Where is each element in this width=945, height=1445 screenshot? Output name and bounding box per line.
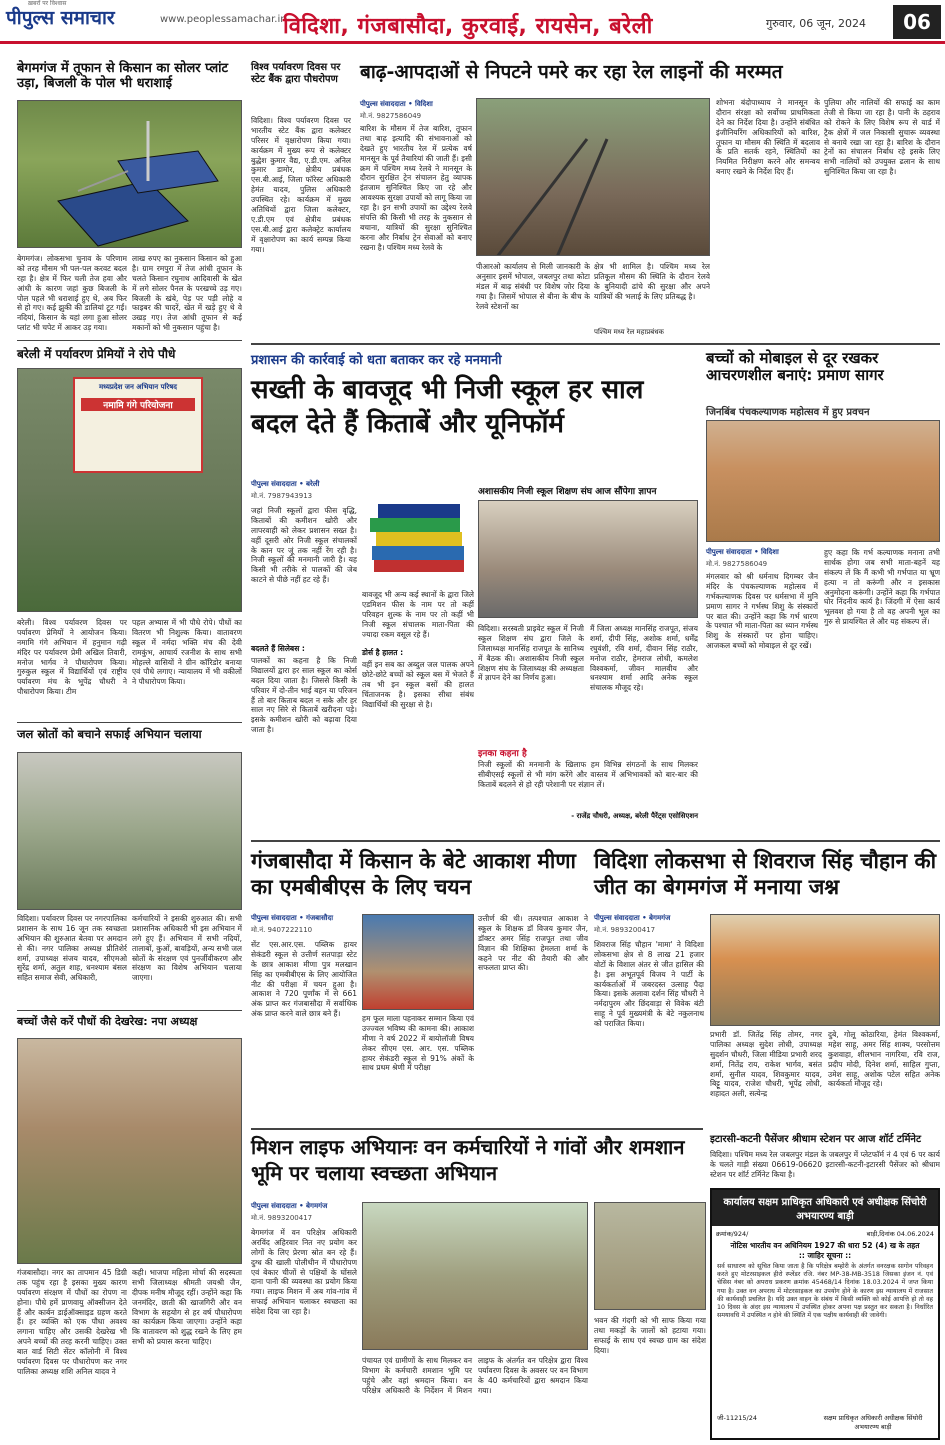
quote-attribution: - राजेंद्र चौधरी, अध्यक्ष, बरेली पैरेंट्स एसोसिएशन [571, 812, 698, 820]
school-right-head: अशासकीय निजी स्कूल शिक्षण संघ आज सौंपेगा ज्ञापन [478, 487, 657, 497]
notice-title: कार्यालय सक्षम प्राधिकृत अधिकारी एवं अधीक्षक सिंचोरी अभयारण्य बाड़ी [712, 1190, 938, 1226]
jalsrot-body-2: कर्मचारियों ने इसकी शुरुआत की। सभी प्रशासनिक अधिकारी भी इस अभियान में लगे हुए हैं। अभियान में सभी नदियों, तालाबों, कुओं, बावड़ियों, अन्य सभी जल स्रोतों के संरक्षण एवं पुनर्जीवीकरण और संरक्षण का विशेष अभियान चलाया जाएगा। [132, 914, 242, 983]
rail-mobile: मो.नं. 9827586049 [360, 112, 422, 120]
aakash-body-3: उत्तीर्ण की थी। तत्पश्चात आकाश ने स्कूल के शिक्षक डॉ विजय कुमार जैन, डॉक्टर अमर सिंह राजपूत तथा जीव विज्ञान की शिक्षिका हेमलता शर्मा के कहने पर नीट की तैयारी की और सफलता प्राप्त की। [478, 914, 588, 973]
banner-subtitle: नमामि गंगे परियोजना [81, 398, 195, 411]
school-byline: पीपुल्स संवाददाता • बरेली [251, 480, 320, 488]
trees-body: गंजबासौदा। नगर का तापमान 45 डिग्री तक पहुंच रहा है इसका मुख्य कारण पर्यावरण संरक्षण में पौधों का रोपण ना होना। पौधे हमें प्राणवायु ऑक्सीजन देते हैं और कार्बन डाईऑक्साइड ग्रहण करते हैं। हर व्यक्ति को एक पौधा अवश्य लगाना चाहिए और उसकी देखरेख भी अपने बच्चों की तरह करनी चाहिए। उक्त बात वार्ड सिटी सेंटर कॉलोनी में विश्व पर्यावरण दिवस पर पौधारोपण कर नगर पालिका अध्यक्ष शशि अनिल यादव ने [17, 1268, 127, 1376]
website-url[interactable]: www.peoplessamachar.in [160, 14, 287, 25]
rail-body-3: क्षेत्र भी शामिल है। पश्चिम मध्य रेल प्रतिकूल मौसम की स्थिति के दौरान रेलवे के बुनियादी ढांचे की सुरक्षा और अपने यात्रियों की भलाई के लिए प्रतिबद्ध है। [594, 262, 710, 301]
mobile-kids-byline: पीपुल्स संवाददाता • विदिशा [706, 548, 779, 556]
school-body: जहां निजी स्कूलों द्वारा फीस वृद्धि, किताबों की कमीशन खोरी और लापरवाही को लेकर प्रशासन सख्त है। वहीं दूसरी ओर निजी स्कूल संचालकों के कान पर जूं तक नहीं रेंग रही है। निजी स्कूलों की मनमानी जारी है। यह किसी भी तरीके से पालकों की जेब काटने से पीछे नहीं हट रहे हैं। [251, 506, 357, 585]
rail-body: बारिश के मौसम में तेज बारिश, तूफान तथा बाढ़ इत्यादि की संभावनाओं को देखते हुए भारतीय रेल में प्रत्येक वर्ष मानसून के पूर्व तैयारियां की जाती हैं। इसी क्रम में पश्चिम मध्य रेलवे ने मानसून के दौरान सुरक्षित ट्रेन संचालन हेतु व्यापक इंतजाम सुनिश्चित किए जा रहे और आवश्यक सुरक्षा उपायों को लागू किया जा रहा है। इन सभी उपायों का उद्देश्य रेलवे संपत्ति की किसी भी तरह के नुकसान से बचाना, यात्रियों की सुरक्षा सुनिश्चित करना और निर्बाध ट्रेन सेवाओं को बनाए रखना है। पश्चिम मध्य रेलवे के [360, 124, 472, 252]
aakash-headline: गंजबासौदा में किसान के बेटे आकाश मीणा का एमबीबीएस के लिए चयन [251, 849, 576, 900]
legal-notice [710, 1188, 940, 1440]
notice-signatory: सक्षम प्राधिकृत अधिकारी अधीक्षक सिंघोरी अभयारण्य बाड़ी [823, 1414, 923, 1431]
notice-ro: जी-11215/24 [717, 1414, 757, 1422]
mission-headline: मिशन लाइफ अभियानः वन कर्मचारियों ने गांवों और शमशान भूमि पर चलाया स्वच्छता अभियान [251, 1135, 685, 1185]
aakash-mobile: मो.नं. 9407222110 [251, 926, 313, 934]
sbi-body: विदिशा। विश्व पर्यावरण दिवस पर भारतीय स्टेट बैंक द्वारा कलेक्टर परिसर में वृक्षारोपण किया गया। कार्यक्रम में मुख्य रूप से कलेक्टर बुद्धेश कुमार वैद्य, ए.डी.एम. अनिल कुमार डामोर, क्षेत्रीय प्रबंधक एस.बी.आई, जिला फॉरेस्ट अधिकारी हेमंत यादव, पुलिस अधिकारी उपस्थित रहे। कार्यक्रम में मुख्य अतिथियों द्वारा जिला कलेक्टर, ए.डी.एम एवं क्षेत्रीय प्रबंधक एस.बी.आई द्वारा कलेक्ट्रेट कार्यालय में वृक्षारोपण का कार्य सम्पन्न किया गया। [251, 116, 351, 254]
divider [251, 1128, 703, 1130]
bareli-body-2: पहल अभ्यास में भी पौधे रोपे। पौधों का वितरण भी निशुल्क किया। वातावरण स्कूल में नर्मदा भक्ति मंच की देवी रामकुंभ, आचार्य रजनीश के साथ सभी मोहल्ले वासियों ने ग्रीन कॉरिडोर बनाया एवं पौधे लगाए। न्यायालय में भी वकीलों ने पौधारोपण किया। [132, 618, 242, 687]
page-number: 06 [893, 5, 941, 39]
shivraj-body-3: दुबे, गोलू कोठारिया, हेमंत विश्वकर्मा, महेश साहू, अमर सिंह शाक्य, परसोत्तम कुशवाहा, शीलभान नागरिया, रवि राज, प्रदीप मोदी, दिनेश शर्मा, साहिल गुप्ता, उमेश साहू, अशोक पटेल सहित अनेक कार्यकर्ता मौजूद रहे। [828, 1030, 940, 1089]
jalsrot-body: विदिशा। पर्यावरण दिवस पर नगरपालिका प्रशासन के साथ 16 जून तक स्वच्छता अभियान की शुरुआत बेतवा पर अमदान से की। नगर पालिका अध्यक्ष प्रीतिशेर्र शर्मा, उपाध्यक्ष संजय यादव, सीएमओ सुरेंद्र शर्मा, अतुल शाह, धनश्याम बंसल सहित समाज सेवी, अधिकारी, [17, 914, 127, 983]
aakash-body: सेंट एस.आर.एस. पब्लिक हायर सेकंडरी स्कूल से उत्तीर्ण सतपाड़ा स्टेट के छात्र आकाश मीणा पुत्र मलखान सिंह का एमबीबीएस के लिए आयोजित नीट की परीक्षा में चयन हुआ है। आकाश ने 720 पूर्णांक में से 661 अंक प्राप्त कर गंजबासौदा में सर्वाधिक अंक प्राप्त करने वाले छात्र बने हैं। [251, 940, 357, 1019]
aakash-byline: पीपुल्स संवाददाता • गंजबासौदा [251, 914, 334, 922]
school-body-6: मैं जिला अध्यक्ष मानसिंह राजपूत, संजय शर्मा, दीपी सिंह, अशोक शर्मा, धर्मेंद्र रघुवंशी, रवि शर्मा, दीवान सिंह राठौर, मनोज राठौर, हेमराज लोधी, कमलेश विश्वकर्मा, जीवन मालवीय और धनश्याम शर्मा आदि अनेक स्कूल संचालक मौजूद रहे। [590, 624, 698, 693]
divider [251, 343, 940, 345]
notice-body: सर्व साधारण को सूचित किया जाता है कि परिक्षेत्र बम्होरी के अंतर्गत वनरक्षक सागोन परिवहन करते हुए मोटरसाइकल हीरो स्प्लेंडर रजि. नंबर MP-38-MB-3518 जिसका इंजन नं. एवं चेसिस नंबर को अपराध प्रकरण क्रमांक 45468/14 दिनांक 18.03.2024 में जप्त किया गया है। उक्त वन अपराध में मोटरसाइकल का उपयोग होने के कारण इस न्यायालय में राजसात की कार्यवाही प्रचलित है। यदि उक्त वाहन के संबंध में किसी व्यक्ति को कोई आपत्ति हो तो वह 10 दिवस के अंदर इस न्यायालय में उपस्थित होकर अपना पक्ष प्रस्तुत कर सकता है। निर्धारित समयावधि में उपस्थित न होने की स्थिति में एक पक्षीय कार्यवाही की जावेगी। [717, 1263, 933, 1320]
mission-photo-2 [594, 1202, 706, 1310]
bareli-headline: बरेली में पर्यावरण प्रेमियों ने रोपे पौधे [17, 347, 176, 361]
divider [251, 840, 940, 842]
mission-mobile: मो.नं. 9893200417 [251, 1214, 313, 1222]
rail-headline: बाढ़-आपदाओं से निपटने पमरे कर रहा रेल लाइनों की मरम्मत [360, 61, 783, 83]
rail-photo [476, 98, 710, 256]
rail-byline: पीपुल्स संवाददाता • विदिशा [360, 100, 433, 108]
school-subhead-2: डोर्स है हालत : [362, 648, 404, 657]
mobile-kids-photo [706, 420, 940, 542]
train-body: विदिशा। पश्चिम मध्य रेल जबलपुर मंडल के जबलपुर में प्लेटफॉर्म नं 4 एवं 6 पर कार्य के चलते गाड़ी संख्या 06619-06620 इटारसी-कटनी-इटारसी पैसेंजर को श्रीधाम स्टेशन पर शॉर्ट टर्मिनेट किया है। [710, 1150, 940, 1179]
bareli-body: बरेली। विश्व पर्यावरण दिवस पर पर्यावरण प्रेमियों ने आयोजन किया। नमामि गंगे अभियान में हनुमान गढ़ी मंदिर पर पर्यावरण प्रेमी अखिल तिवारी, मनोज भार्गव ने पौधारोपण किया। गुरुकुल स्कूल में विद्यार्थियों एवं राष्ट्रीय पर्यावरण मंच के भूपेंद्र चौधरी ने पौधारोपण किया। टीम [17, 618, 127, 697]
notice-sub: :: जाहिर सूचना :: [798, 1251, 852, 1260]
solar-body: बेगमगंज। लोकसभा चुनाव के परिणाम को तरह मौसम भी पल-पल करवट बदल रहा है। क्षेत्र में फिर चली तेज हवा और आंधी के कारण जहां कुछ बिजली के पोल पहले भी धराशाई हुए थे, अब फिर से हो गए। कई झुकी की डालियां टूट गईं। नदियां, किसान के यहां लगा हुआ सोलर प्लांट भी चपेट में आकर उड़ गया। [17, 254, 127, 333]
school-body-5: विदिशा। सरस्वती प्राइवेट स्कूल में निजी स्कूल शिक्षण संघ द्वारा जिले के जिलाध्यक्ष मानसिंह राजपूत के सानिध्य में बैठक की। अशासकीय निजी स्कूल शिक्षण संघ के जिलाध्यक्ष की अध्यक्षता में ज्ञापन देने का निर्णय हुआ। [478, 624, 584, 683]
divider [17, 722, 242, 723]
jalsrot-photo [17, 752, 242, 910]
trees-body-2: कही। भाजपा महिला मोर्चा की सदस्यता सभी जिलाध्यक्ष श्रीमती जयश्री जैन, दीपक मनीष मौजूद रहीं। उन्होंने कहा कि जनमंदिर, छाती की खाजगिरी और वन विभाग के सहयोग से हर वर्ष पौधारोपण का कार्यक्रम किया जाएगा। उन्होंने कहा कि वातावरण को शुद्ध रखने के लिए हम सभी को प्रयास करना चाहिए। [132, 1268, 242, 1347]
shivraj-mobile: मो.नं. 9893200417 [594, 926, 656, 934]
mobile-kids-body-2: हुए कहा कि गर्भ कल्याणक मनाना तभी सार्थक होगा जब सभी माता-बहनें यह संकल्प लें कि मैं कभी भी गर्भपात या भ्रूण हत्या न तो करूंगी और न इसकास अनुमोदना करूंगी। उन्होंने कहा कि गर्भपात घोर निंदनीय कार्य है। जिंदगी में ऐसा कार्य भूलवश हो गया है तो वह अपनी भूल का गुरु से प्रायश्चित ले और यह संकल्प लें। [824, 548, 940, 627]
rail-body-4: शोभना बंदोपाध्याय ने मानसून के दौरान संरक्षा को सर्वोच्च प्राथमिकता देने का निर्देश दिया है। उन्होंने संबंधित इंजीनियरिंग अधिकारियों को बारिश, तूफान या मौसम की स्थिति में बदलाव के प्रति सतर्क रहने, स्थितियों का नियमित निरीक्षण करने और समन्वय बनाए रखने के निर्देश दिए हैं। [716, 98, 820, 177]
mobile-kids-mobile: मो.नं. 9827586049 [706, 560, 768, 568]
bareli-photo [17, 368, 242, 612]
aakash-photo [362, 914, 474, 1010]
notice-date: बाड़ी,दिनांक 04.06.2024 [866, 1230, 934, 1238]
shivraj-body: शिवराज सिंह चौहान 'मामा' ने विदिशा लोकसभा क्षेत्र से 8 लाख 21 हजार वोटों के विशाल अंतर से जीत हासिल की है। इस अभूतपूर्व विजय ने पार्टी के कार्यकर्ताओं में जबरदस्त उत्साह पैदा किया। इसके अलावा दर्शन सिंह चौधरी ने नर्मदापुरम और छिंदवाड़ा से विवेक बंटी साहू ने पूर्व मुख्यमंत्री के बेटे नकुलनाथ को पराजित किया। [594, 940, 704, 1029]
mission-byline: पीपुल्स संवाददाता • बेगमगंज [251, 1202, 328, 1210]
logo-tagline: ख़बरों पर विश्वास [28, 0, 67, 7]
mission-body-3: भवन की गंदगी को भी साफ किया गया तथा मकड़ों के जालों को हटाया गया। सफाई के साथ एवं स्वच्छ ग्राम का संदेश दिया। [594, 1316, 706, 1355]
notice-ref: क्रमांक/924/ [716, 1230, 749, 1238]
school-mobile: मो.नं. 7987943913 [251, 492, 313, 500]
mobile-kids-headline: बच्चों को मोबाइल से दूर रखकर आचरणशील बनाएं: प्रमाण सागर [706, 349, 884, 385]
solar-headline: बेगमगंज में तूफान से किसान का सोलर प्लांट उड़ा, बिजली के पोल भी धराशाई [17, 61, 229, 91]
train-headline: इटारसी-कटनी पैसेंजर श्रीधाम स्टेशन पर आज शॉर्ट टर्मिनेट [710, 1134, 922, 1145]
divider [17, 1010, 242, 1011]
newspaper-logo[interactable]: पीपुल्स समाचार [6, 7, 115, 29]
sbi-headline: विश्व पर्यावरण दिवस पर स्टेट बैंक द्वारा पौधरोपण [251, 62, 341, 85]
mission-photo-1 [362, 1202, 588, 1350]
mission-body-2: पंचायत एवं ग्रामीणों के साथ मिलकर वन विभाग के कर्मचारी शमशान भूमि पर पहुंचे और वहां श्रमदान किया। वन परिक्षेत्र अधिकारी के निर्देशन में मिशन लाइफ के अंतर्गत वन परिक्षेत्र द्वारा विश्व पर्यावरण दिवस के अवसर पर वन विभाग के 40 कर्मचारियों द्वारा श्रमदान किया गया। [362, 1356, 588, 1395]
shivraj-headline: विदिशा लोकसभा से शिवराज सिंह चौहान की जीत का बेगमगंज में मनाया जश्न [594, 849, 937, 900]
aakash-body-2: हम फूल माला पहनाकर सम्मान किया एवं उज्ज्वल भविष्य की कामना की। आकाश मीणा ने वर्ष 2022 में बायोलॉजी विषय लेकर सीएम एस. आर. एस. पब्लिक हायर सेकंडरी स्कूल से 91% अंकों के साथ प्रथम श्रेणी में परीक्षा [362, 1014, 474, 1073]
issue-date: गुरुवार, 06 जून, 2024 [766, 17, 866, 30]
trees-photo [17, 1038, 242, 1264]
school-body-4: वहीं इन सब का अब्दुल जल पालक अपने छोटे-छोटे बच्चों को स्कूल बस में भेजते हैं तब भी इन स्कूल बसों की हालत चिंताजनक है। इसका सीधा संबंध विद्यार्थियों की सुरक्षा से है। [362, 660, 474, 709]
school-kicker: प्रशासन की कार्रवाई को धता बताकर कर रहे मनमानी [251, 353, 502, 368]
railway-track-illustration [477, 99, 710, 256]
solar-body-2: लाख रुपए का नुकसान किसान को हुआ है। ग्राम रमपुरा में तेज आंधी तूफान के चलते किसान रघुनाथ आदिवासी के खेत में लगे सोलर पैनल के परखच्चे उड़ गए। बिजली के खंबे, पेड़ पर पड़ी लोहे व फाइबर की चादरें, खेत में खड़े हुए थे वे उखड़ गए। तेज आंधी तूफान से कई मकानों को भी नुकसान पहुंचा है। [132, 254, 242, 333]
rail-body-5: पुलिया और नालियों की सफाई का काम तेजी से किया जा रहा है। पानी के ठहराव को रोकने के लिए विशेष रूप से यार्ड में ट्रैक क्षेत्रों में जल निकासी सुचारू व्यवस्था से बनाये रखा जा रहा है। बारिश के दौरान ट्रेनों का संचालन निर्बाध रहे इसके लिए सभी नालियों को उपयुक्त ढलान के साथ सुनिश्चित किया जा रहा है। [824, 98, 940, 177]
rail-caption: पश्चिम मध्य रेल महाप्रबंधक [594, 328, 664, 336]
school-subhead: बदलते हैं सिलेबस : [251, 644, 305, 653]
campaign-banner [73, 377, 203, 473]
masthead [0, 0, 945, 44]
shivraj-byline: पीपुल्स संवाददाता • बेगमगंज [594, 914, 671, 922]
banner-title: मध्यप्रदेश जन अभियान परिषद [99, 383, 177, 391]
books-icon [362, 484, 474, 584]
quote-label: इनका कहना है [478, 749, 527, 759]
school-body-2: पालकों का कहना है कि निजी विद्यालयों द्वारा हर साल स्कूल का कोर्स बदल दिया जाता है। जिससे किसी के परिवार में दो-तीन भाई बहन या परिजन हैं तो बार किताब बदल न सके और हर साल नए सिरे से किताबें खरीदना पड़े। इसके कमीशन खोरी को बढ़ावा दिया जाता है। [251, 656, 357, 735]
solar-photo [17, 100, 242, 248]
edition-cities: विदिशा, गंजबासौदा, कुरवाई, रायसेन, बरेली [283, 14, 653, 39]
school-group-photo [478, 500, 698, 618]
jalsrot-headline: जल स्रोतों को बचाने सफाई अभियान चलाया [17, 727, 202, 741]
mobile-kids-sub: जिनबिंब पंचकल्याणक महोत्सव में हुए प्रवचन [706, 407, 870, 418]
solar-panel-illustration [18, 101, 242, 248]
school-headline: सख्ती के बावजूद भी निजी स्कूल हर साल बदल देते हैं किताबें और यूनिफॉर्म [251, 375, 644, 439]
notice-heading: नोटिस भारतीय वन अधिनियम 1927 की धारा 52 (4) ख के तहत [730, 1241, 920, 1250]
mission-body: बेगमगंज में वन परिक्षेत्र अधिकारी अरविंद अहिरवार नित नए प्रयोग कर लोगों के लिए प्रेरणा स्रोत बन रहे हैं। दुग्ध की खाली पोलीथीन में पौधारोपण एवं बेकार चीजों से पक्षियों के घोंसले दाना पानी की व्यवस्था का प्रयोग किया गया। लाइफ मिशन में अब गांव-गांव में सफाई अभियान चलाकर स्वच्छता का संदेश दिया जा रहा है। [251, 1228, 357, 1317]
shivraj-celebration-photo [710, 914, 940, 1026]
shivraj-body-2: प्रभारी डॉ. जितेंद्र सिंह तोमर, नगर पालिका अध्यक्ष सुदेश लोधी, उपाध्यक्ष सुदर्शन चौधरी, जिला मीडिया प्रभारी शरद शर्मा, नितेंद्र राय, राकेश भार्गव, बसंत शर्मा, सुनील यादव, शिवकुमार यादव, बिट्टू यादव, राजेश चौधरी, भूपेंद्र लोधी, शहादत अली, सत्येन्द्र [710, 1030, 822, 1099]
trees-headline: बच्चों जैसे करें पौधों की देखरेख: नपा अध्यक्ष [17, 1015, 198, 1028]
divider [17, 340, 242, 341]
school-quote: निजी स्कूलों की मनमानी के खिलाफ हम विभिन्न संगठनों के साथ मिलकर सीबीएसई स्कूलों से भी मांग करेंगे और वास्तव में अभिभावकों को बार-बार की किताबें बदलने से हो रही परेशानी पर संज्ञान लें। [478, 760, 698, 789]
rail-body-2: पीआरओ कार्यालय से मिली जानकारी के अनुसार इसमें भोपाल, जबलपुर तथा कोटा मंडल में बाढ़ संबंधी पर विशेष जोर दिया गया है। जिसमें भोपाल से बीना के बीच के रेलवे स्टेशनों का [476, 262, 590, 311]
school-body-3: बावजूद भी अन्य कई स्थानों के द्वारा जिले एडमिशन फीस के नाम पर तो कहीं परिवहन शुल्क के नाम पर तो कहीं भी निजी स्कूल संचालक माता-पिता की ज्यादा रकम वसूल रहे हैं। [362, 590, 474, 639]
mobile-kids-body: मंगलवार को श्री धर्मनाथ दिगम्बर जैन मंदिर के पंचकल्याणक महोत्सव में गर्भकल्याणक दिवस पर धर्मसभा में मुनि प्रमाण सागर ने गर्भस्थ शिशु के संस्कारों पर बात की। उन्होंने कहा कि गर्भ धारण के पश्चात भी माता-पिता का ध्यान गर्भस्थ शिशु के संस्कारों पर होना चाहिए। आजकल बच्चों को मोबाइल से दूर रखें। [706, 572, 818, 651]
books-photo [362, 484, 474, 584]
